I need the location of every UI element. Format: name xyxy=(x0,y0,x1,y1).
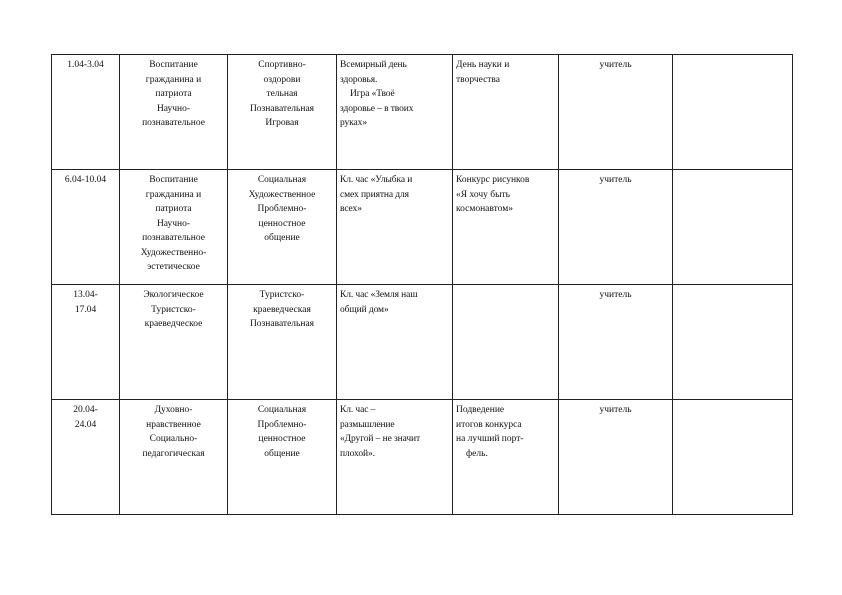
cell-text-line: смех приятна для xyxy=(340,189,409,200)
cell-text-line: здоровья. xyxy=(340,74,378,85)
table-row xyxy=(52,285,793,400)
extra-event-cell xyxy=(453,170,559,285)
cell-text-line: 17.04 xyxy=(74,304,97,315)
event-cell xyxy=(337,400,453,515)
note-cell xyxy=(673,400,793,515)
cell-text-line: 20.04- xyxy=(73,405,98,415)
note-cell xyxy=(673,285,793,400)
table-row xyxy=(52,400,793,515)
cell-text-line: Социальная xyxy=(257,175,307,185)
direction-cell xyxy=(120,400,228,515)
cell-text-line: учитель xyxy=(599,175,632,185)
cell-text-line: размышление xyxy=(340,419,395,430)
cell-text-line: краеведческое xyxy=(144,319,203,329)
cell-text-line: учитель xyxy=(599,60,632,70)
cell-text-line: космонавтом» xyxy=(456,204,514,214)
cell-text-line: Проблемно- xyxy=(257,204,307,214)
cell-text-line: патриота xyxy=(155,89,192,99)
cell-text-line: плохой». xyxy=(340,448,375,459)
table-row xyxy=(52,55,793,170)
direction-cell xyxy=(120,170,228,285)
cell-text-line: общение xyxy=(264,233,300,243)
table-row xyxy=(52,170,793,285)
table-body xyxy=(52,55,793,515)
event-cell xyxy=(337,170,453,285)
cell-text-line: Туристско- xyxy=(151,304,196,315)
cell-text-line: Духовно- xyxy=(154,405,193,415)
extra-event-cell xyxy=(453,55,559,170)
cell-text-line: гражданина и xyxy=(145,189,202,200)
direction-cell xyxy=(120,285,228,400)
cell-text-line: Художественно- xyxy=(140,247,207,258)
responsible-cell xyxy=(559,400,673,515)
cell-text-line: Социально- xyxy=(149,434,198,444)
cell-text-line: эстетическое xyxy=(147,262,200,272)
cell-text-line: на лучший порт- xyxy=(456,434,524,444)
cell-text-line: 13.04- xyxy=(73,290,98,300)
form-cell xyxy=(228,400,337,515)
cell-text-line: 6.04-10.04 xyxy=(64,175,107,185)
activity-plan-table xyxy=(51,54,793,515)
cell-text-line: Кл. час «Земля наш xyxy=(340,290,418,300)
cell-text-line: общий дом» xyxy=(340,304,389,315)
note-cell xyxy=(673,170,793,285)
responsible-cell xyxy=(559,55,673,170)
cell-text-line: «Я хочу быть xyxy=(456,189,510,200)
date-cell xyxy=(52,285,120,400)
event-cell xyxy=(337,55,453,170)
direction-cell xyxy=(120,55,228,170)
cell-text-line: общение xyxy=(264,448,300,459)
document-page xyxy=(51,54,792,515)
cell-text-line: Экологическое xyxy=(143,290,204,300)
cell-text-line: краеведческая xyxy=(253,304,311,315)
form-cell xyxy=(228,285,337,400)
cell-text-line: руках» xyxy=(340,118,367,128)
form-cell xyxy=(228,170,337,285)
date-cell xyxy=(52,55,120,170)
date-cell xyxy=(52,170,120,285)
note-cell xyxy=(673,55,793,170)
cell-text-line: здоровье – в твоих xyxy=(340,103,414,114)
cell-text-line: Научно- xyxy=(156,218,191,229)
cell-text-line: Художественное xyxy=(248,189,316,200)
cell-text-line: Кл. час «Улыбка и xyxy=(340,175,413,185)
cell-text-line: Кл. час – xyxy=(340,405,376,415)
cell-text-line: Игра «Твоё xyxy=(350,89,395,99)
cell-text-line: оздорови xyxy=(263,74,301,85)
date-cell xyxy=(52,400,120,515)
cell-text-line: Спортивно- xyxy=(258,60,306,70)
cell-text-line: учитель xyxy=(599,290,632,300)
cell-text-line: Воспитание xyxy=(149,175,198,185)
cell-text-line: познавательное xyxy=(142,118,205,128)
cell-text-line: познавательное xyxy=(142,233,205,243)
cell-text-line: Воспитание xyxy=(149,60,198,70)
cell-text-line: Игровая xyxy=(265,118,299,128)
cell-text-line: патриота xyxy=(155,204,192,214)
responsible-cell xyxy=(559,170,673,285)
cell-text-line: «Другой – не значит xyxy=(340,434,421,444)
form-cell xyxy=(228,55,337,170)
cell-text-line: тельная xyxy=(266,89,298,99)
cell-text-line: педагогическая xyxy=(142,448,205,459)
cell-text-line: День науки и xyxy=(456,60,510,70)
cell-text-line: Познавательная xyxy=(249,103,315,114)
cell-text-line: нравственное xyxy=(146,419,201,430)
cell-text-line: Научно- xyxy=(156,103,191,114)
cell-text-line: ценностное xyxy=(258,218,306,229)
cell-text-line: фель. xyxy=(466,448,488,459)
cell-text-line: творчества xyxy=(456,74,501,85)
cell-text-line: гражданина и xyxy=(145,74,202,85)
cell-text-line: ценностное xyxy=(258,434,306,444)
cell-text-line: итогов конкурса xyxy=(456,419,522,430)
cell-text-line: Конкурс рисунков xyxy=(456,175,530,185)
cell-text-line: 24.04 xyxy=(74,419,97,430)
event-cell xyxy=(337,285,453,400)
cell-text-line: Всемирный день xyxy=(340,60,407,70)
cell-text-line: 1.04-3.04 xyxy=(67,60,104,70)
cell-text-line: учитель xyxy=(599,405,632,415)
cell-text-line: Социальная xyxy=(257,405,307,415)
cell-text-line: всех» xyxy=(340,204,362,214)
extra-event-cell xyxy=(453,400,559,515)
cell-text-line: Туристско- xyxy=(259,290,305,300)
responsible-cell xyxy=(559,285,673,400)
cell-text-line: Проблемно- xyxy=(257,419,307,430)
cell-text-line: Познавательная xyxy=(249,319,315,329)
extra-event-cell xyxy=(453,285,559,400)
cell-text-line: Подведение xyxy=(456,405,505,415)
